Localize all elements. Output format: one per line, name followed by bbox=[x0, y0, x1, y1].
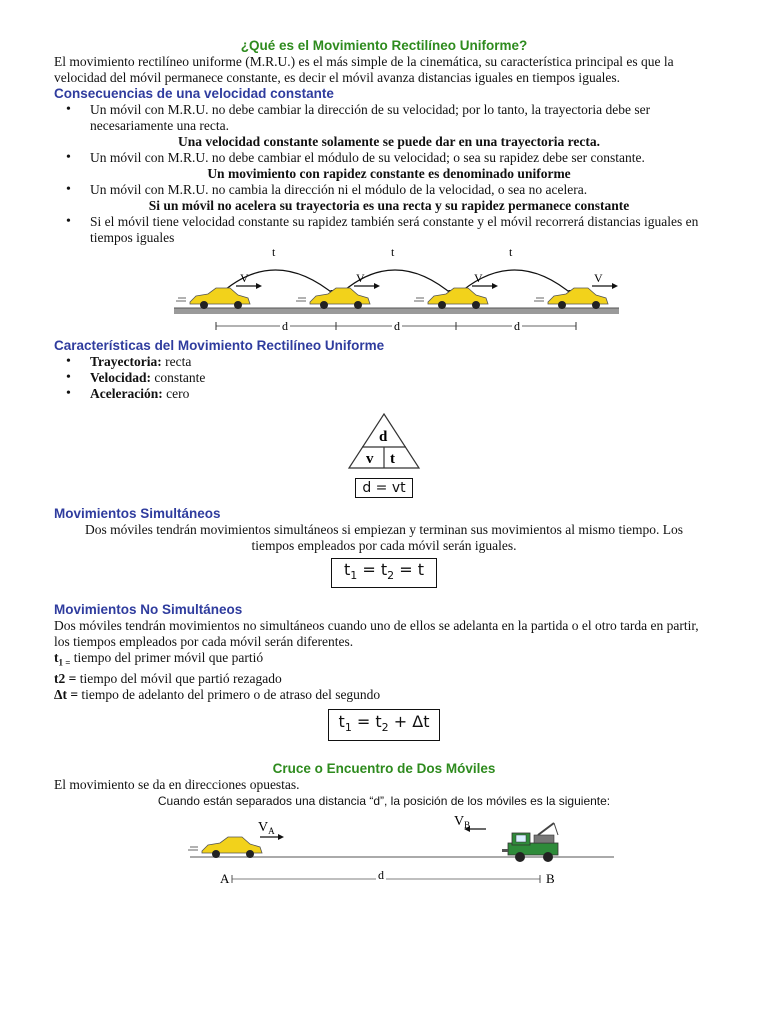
page-title: ¿Qué es el Movimiento Rectilíneo Uniforme? bbox=[240, 38, 528, 53]
crossing-text-2: Cuando están separados una distancia “d”, la posición de los móviles es la siguiente: bbox=[157, 794, 611, 809]
consequences-heading: Consecuencias de una velocidad constante bbox=[54, 86, 334, 101]
car-icon bbox=[188, 837, 262, 858]
list-item: • Si el móvil tiene velocidad constante su rapidez también será constante y el móvil recorrerá distancias iguales en tiempos iguales bbox=[64, 214, 714, 246]
simultaneous-heading: Movimientos Simultáneos bbox=[54, 506, 221, 521]
triangle-v: v bbox=[366, 451, 374, 467]
v-label: V bbox=[356, 271, 365, 285]
list-item: • Un móvil con M.R.U. no cambia la dirección ni el módulo de la velocidad, o sea no acelera. bbox=[64, 182, 714, 198]
simultaneous-formula-wrap bbox=[54, 558, 714, 588]
def-t1: $t_{1 =}$ tiempo del primer móvil que partió bbox=[54, 650, 264, 668]
non-simultaneous-heading: Movimientos No Simultáneos bbox=[54, 602, 243, 618]
list-item: • Aceleración: cero bbox=[64, 386, 714, 402]
crossing-diagram bbox=[54, 813, 714, 893]
list-item: • Velocidad: constante bbox=[64, 370, 714, 386]
formula-dvt: d = vt bbox=[355, 478, 412, 498]
point-a: A bbox=[220, 871, 230, 887]
characteristics-list bbox=[54, 354, 714, 402]
vb-label: $V_B$ bbox=[454, 814, 471, 831]
point-b: B bbox=[546, 871, 555, 887]
d-label: d bbox=[378, 868, 384, 883]
car-icon bbox=[296, 288, 370, 309]
t-label: t bbox=[272, 246, 276, 259]
t-label: t bbox=[391, 246, 395, 259]
car-icon bbox=[534, 288, 608, 309]
car-icon bbox=[414, 288, 488, 309]
list-note: Un movimiento con rapidez constante es denominado uniforme bbox=[207, 166, 571, 181]
dvt-triangle bbox=[347, 412, 421, 470]
arc-1 bbox=[218, 270, 336, 296]
list-item: • Un móvil con M.R.U. no debe cambiar la dirección de su velocidad; por lo tanto, la trayectoria debe ser necesariamente una recta. bbox=[64, 102, 714, 134]
def-t2: t2 = tiempo del móvil que partió rezagado bbox=[54, 670, 282, 686]
car-icon bbox=[176, 288, 250, 309]
tow-truck-icon bbox=[502, 823, 558, 862]
triangle-t: t bbox=[390, 451, 395, 467]
formula-t1-t2: $t_1 = t_2 = t$ bbox=[331, 558, 437, 588]
characteristics-heading: Características del Movimiento Rectilíneo Uniforme bbox=[54, 338, 385, 353]
def-delta-t: Δt = tiempo de adelanto del primero o de atraso del segundo bbox=[54, 686, 381, 702]
v-label: V bbox=[474, 271, 483, 285]
d-label: d bbox=[282, 319, 288, 333]
va-label: $V_A$ bbox=[258, 820, 275, 837]
v-label: V bbox=[240, 271, 249, 285]
formula-t1-t2-delta: $t_1 = t_2 + \Delta t$ bbox=[328, 709, 441, 741]
list-note: Si un móvil no acelera su trayectoria es una recta y su rapidez permanece constante bbox=[148, 198, 630, 213]
crossing-heading: Cruce o Encuentro de Dos Móviles bbox=[272, 761, 496, 777]
d-label: d bbox=[514, 319, 520, 333]
simultaneous-paragraph: Dos móviles tendrán movimientos simultáneos si empiezan y terminan sus movimientos al mismo tiempo. Los tiempos empleados por cada móvil serán iguales. bbox=[84, 522, 684, 553]
consequences-list bbox=[54, 102, 714, 246]
list-note: Una velocidad constante solamente se puede dar en una trayectoria recta. bbox=[177, 134, 601, 149]
non-simultaneous-paragraph: Dos móviles tendrán movimientos no simultáneos cuando uno de ellos se adelanta en la partida o el otro tarda en partir, los tiempos empleados por cada móvil serán diferentes. bbox=[54, 618, 699, 650]
v-label: V bbox=[594, 271, 603, 285]
non-simultaneous-formula-wrap bbox=[54, 709, 714, 741]
d-label: d bbox=[394, 319, 400, 333]
mru-cars-diagram bbox=[54, 246, 714, 338]
list-item: • Trayectoria: recta bbox=[64, 354, 714, 370]
dvt-triangle-wrap bbox=[54, 412, 714, 498]
intro-paragraph: El movimiento rectilíneo uniforme (M.R.U.) es el más simple de la cinemática, su característica principal es que la velocidad del móvil permanece constante, es decir el móvil avanza distancias iguales en tiempos iguales. bbox=[54, 54, 674, 85]
triangle-d: d bbox=[379, 429, 388, 445]
t-label: t bbox=[509, 246, 513, 259]
crossing-text-1: El movimiento se da en direcciones opuestas. bbox=[54, 777, 300, 793]
list-item: • Un móvil con M.R.U. no debe cambiar el módulo de su velocidad; o sea su rapidez debe ser constante. bbox=[64, 150, 714, 166]
